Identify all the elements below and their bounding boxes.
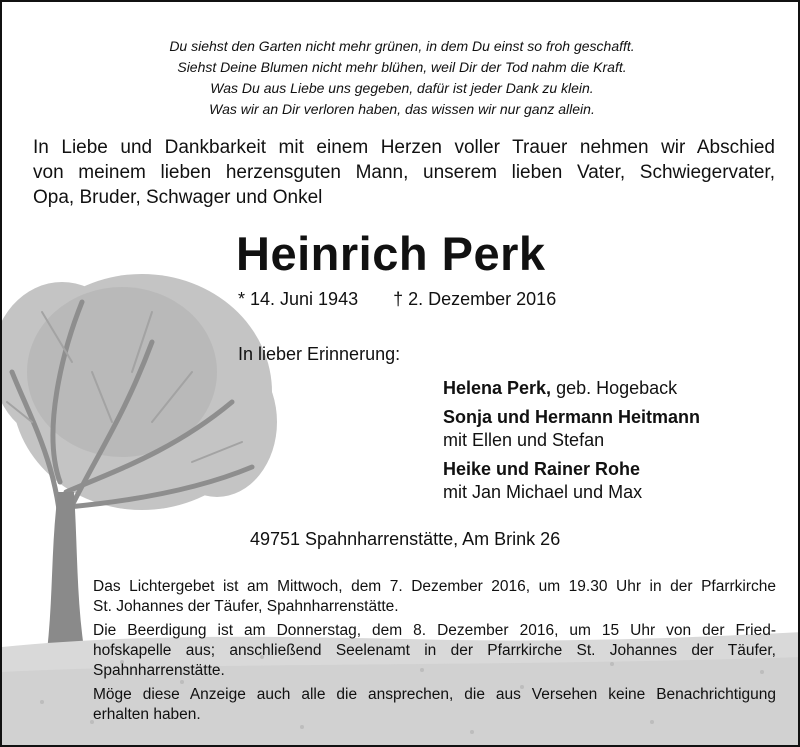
mourner-note: mit Ellen und Stefan bbox=[443, 430, 605, 450]
mourner-group bbox=[443, 377, 700, 400]
birth-date: * 14. Juni 1943 bbox=[238, 289, 359, 309]
poem-line: Was wir an Dir verloren haben, das wissen wir nur ganz allein. bbox=[209, 101, 595, 117]
memory-label: In lieber Erinnerung: bbox=[238, 344, 401, 364]
notice-line: St. Johannes der Täufer, Spahnharrenstätte. bbox=[93, 598, 399, 615]
mourner-note: mit Jan Michael und Max bbox=[443, 482, 643, 502]
mourners-list bbox=[443, 377, 700, 510]
address: 49751 Spahnharrenstätte, Am Brink 26 bbox=[250, 529, 561, 549]
mourner-name: Helena Perk, bbox=[443, 378, 552, 398]
intro-line: von meinem lieben herzensguten Mann, unserem lieben Vater, Schwiegervater, bbox=[33, 162, 775, 183]
intro-line: Opa, Bruder, Schwager und Onkel bbox=[33, 187, 323, 208]
notice-line: Spahnharrenstätte. bbox=[93, 662, 225, 679]
notice-line: hofskapelle aus; anschließend Seelenamt in der Pfarrkirche St. Johannes der Täufer, bbox=[93, 642, 776, 659]
notice-line: erhalten haben. bbox=[93, 706, 201, 723]
death-date: † 2. Dezember 2016 bbox=[393, 289, 557, 309]
notice-line: Das Lichtergebet ist am Mittwoch, dem 7. Dezember 2016, um 19.30 Uhr in der Pfarrkirche bbox=[93, 578, 776, 595]
poem-line: Du siehst den Garten nicht mehr grünen, in dem Du einst so froh geschafft. bbox=[169, 38, 635, 54]
poem bbox=[2, 36, 800, 120]
deceased-name: Heinrich Perk bbox=[236, 227, 546, 280]
service-notices bbox=[93, 577, 776, 729]
mourner-group bbox=[443, 458, 700, 504]
mourner-note: geb. Hogeback bbox=[551, 378, 678, 398]
notice-line: Die Beerdigung ist am Donnerstag, dem 8. Dezember 2016, um 15 Uhr von der Fried- bbox=[93, 622, 776, 639]
intro-line: In Liebe und Dankbarkeit mit einem Herzen voller Trauer nehmen wir Abschied bbox=[33, 137, 775, 158]
poem-line: Was Du aus Liebe uns gegeben, dafür ist jeder Dank zu klein. bbox=[210, 80, 594, 96]
notice-paragraph bbox=[93, 621, 776, 681]
notice-line: Möge diese Anzeige auch alle die ansprechen, die aus Versehen keine Benachrichtigung bbox=[93, 686, 776, 703]
poem-line: Siehst Deine Blumen nicht mehr blühen, weil Dir der Tod nahm die Kraft. bbox=[177, 59, 627, 75]
intro-text bbox=[33, 135, 775, 210]
mourner-name: Heike und Rainer Rohe bbox=[443, 459, 641, 479]
notice-paragraph bbox=[93, 685, 776, 725]
mourner-group bbox=[443, 406, 700, 452]
mourner-name: Sonja und Hermann Heitmann bbox=[443, 407, 701, 427]
life-dates bbox=[238, 289, 556, 310]
notice-paragraph bbox=[93, 577, 776, 617]
